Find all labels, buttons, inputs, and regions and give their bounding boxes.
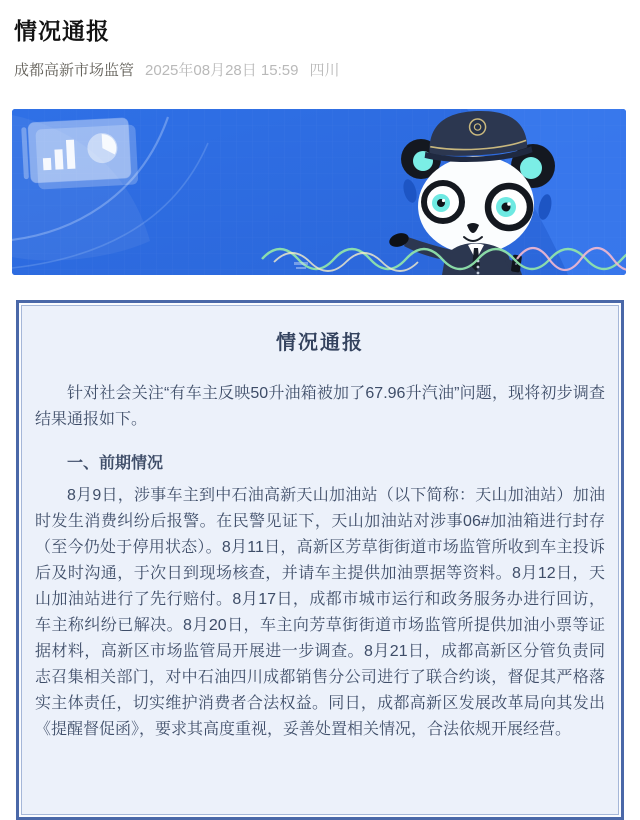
notice-section-heading: 一、前期情况: [67, 455, 164, 472]
publish-datetime: 2025年08月28日 15:59: [145, 62, 299, 79]
account-name-link[interactable]: 成都高新市场监管: [14, 62, 135, 79]
notice-document-inner: [21, 305, 619, 815]
page-title: 情况通报: [14, 18, 110, 44]
banner-image[interactable]: [12, 109, 626, 275]
notice-title: 情况通报: [276, 332, 364, 354]
notice-section-body: 8月9日，涉事车主到中石油高新天山加油站（以下简称：天山加油站）加油时发生消费纠纷后报警。在民警见证下，天山加油站对涉事06#加油箱进行封存（至今仍处于停用状态）。8月11日，高新区芳草街街道市场监管所收到车主投诉后及时沟通，于次日到现场核查，并请车主提供加油票据等资料。8月12日，天山加油站进行了先行赔付。8月17日，成都市城市运行和政务服务办进行回访，车主称纠纷已解决。8月20日，车主向芳草街街道市场监管所提供加油小票等证据材料，高新区市场监管局开展进一步调查。8月21日，成都高新区分管负责同志召集相关部门，对中石油四川成都销售分公司进行了联合约谈，督促其严格落实主体责任，切实维护消费者合法权益。同日，成都高新区发展改革局向其发出《提醒督促函》，要求其高度重视，妥善处置相关情况，合法依规开展经营。: [35, 487, 605, 738]
banner-illustration: [12, 109, 626, 275]
byline: [14, 59, 626, 80]
notice-intro-paragraph: 针对社会关注“有车主反映50升油箱被加了67.96升汽油”问题，现将初步调查结果通报如下。: [35, 385, 605, 428]
notice-document: [16, 300, 624, 820]
pie-chart-icon: [88, 133, 117, 162]
dashboard-chart-icon: [21, 117, 138, 190]
publish-region: 四川: [309, 62, 340, 79]
